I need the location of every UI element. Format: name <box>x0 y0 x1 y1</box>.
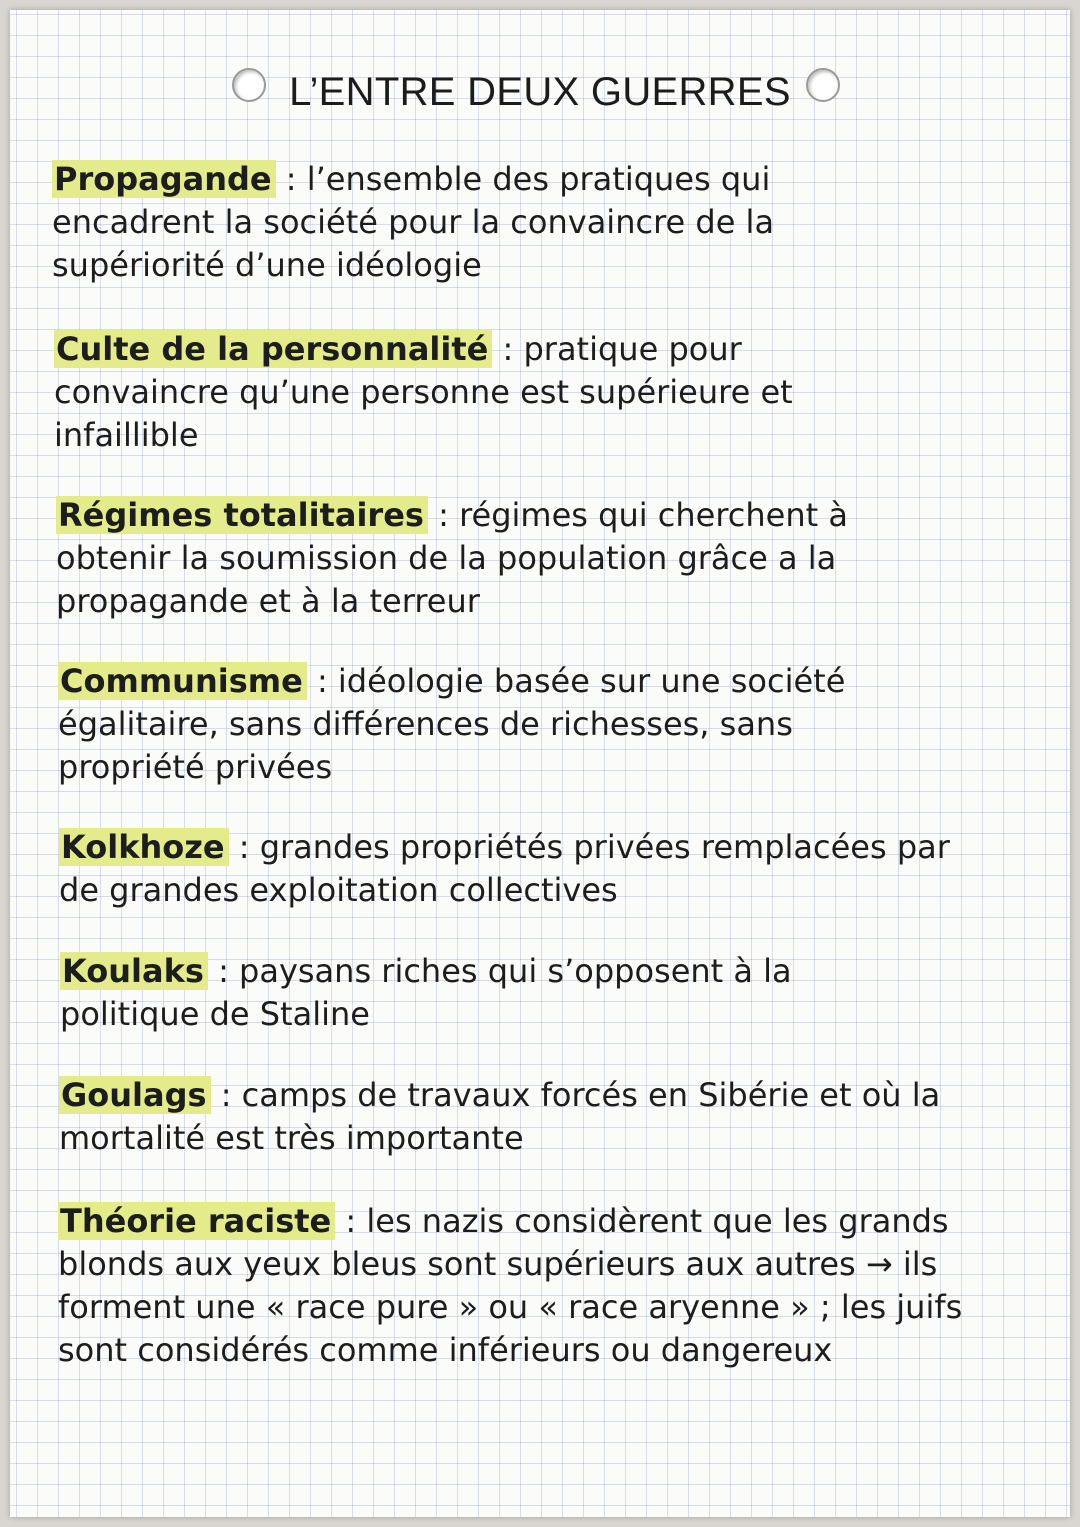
definition-kolkhoze: Kolkhoze : grandes propriétés privées remplacées par de grandes exploitation collectives <box>59 828 950 909</box>
definition-goulags: Goulags : camps de travaux forcés en Sibérie et où la mortalité est très importante <box>59 1076 941 1157</box>
term-culte-personnalite: Culte de la personnalité <box>54 330 492 368</box>
definition-text-culte-personnalite: pratique pour convaincre qu’une personne est supérieure et infaillible <box>54 330 793 454</box>
definition-text-communisme: idéologie basée sur une société égalitaire, sans différences de richesses, sans propriété privées <box>58 662 846 786</box>
term-koulaks: Koulaks <box>60 952 208 990</box>
term-propagande: Propagande <box>52 160 276 198</box>
definition-koulaks: Koulaks : paysans riches qui s’opposent à la politique de Staline <box>60 952 792 1033</box>
term-kolkhoze: Kolkhoze <box>59 828 229 866</box>
term-regimes-totalitaires: Régimes totalitaires <box>56 496 428 534</box>
definition-text-regimes-totalitaires: régimes qui cherchent à obtenir la soumission de la population grâce a la propagande et à la terreur <box>56 496 848 620</box>
term-theorie-raciste: Théorie raciste <box>58 1202 335 1240</box>
definition-text-theorie-raciste: les nazis considèrent que les grands blonds aux yeux bleus sont supérieurs aux autres → ils forment une « race pure » ou « race aryenne » ; les juifs sont considérés comme inférieurs ou dangereux <box>58 1202 963 1369</box>
definition-theorie-raciste: Théorie raciste : les nazis considèrent que les grands blonds aux yeux bleus sont supérieurs aux autres → ils forment une « race pure » ou « race aryenne » ; les juifs sont considérés comme inférieurs ou dangereux <box>58 1202 963 1369</box>
definition-communisme: Communisme : idéologie basée sur une société égalitaire, sans différences de richesses, sans propriété privées <box>58 662 846 786</box>
definition-text-koulaks: paysans riches qui s’opposent à la politique de Staline <box>60 952 792 1033</box>
term-communisme: Communisme <box>58 662 307 700</box>
definition-text-goulags: camps de travaux forcés en Sibérie et où la mortalité est très importante <box>59 1076 941 1157</box>
definition-regimes-totalitaires: Régimes totalitaires : régimes qui cherchent à obtenir la soumission de la population grâce a la propagande et à la terreur <box>56 496 848 620</box>
definition-text-kolkhoze: grandes propriétés privées remplacées par de grandes exploitation collectives <box>59 828 950 909</box>
definition-text-propagande: l’ensemble des pratiques qui encadrent la société pour la convaincre de la supériorité d’une idéologie <box>52 160 775 284</box>
notebook-page <box>10 10 1070 1517</box>
definition-propagande: Propagande : l’ensemble des pratiques qui encadrent la société pour la convaincre de la supériorité d’une idéologie <box>52 160 775 284</box>
page-title: L’ENTRE DEUX GUERRES <box>289 70 791 114</box>
term-goulags: Goulags <box>59 1076 211 1114</box>
definition-culte-personnalite: Culte de la personnalité : pratique pour convaincre qu’une personne est supérieure et infaillible <box>54 330 793 454</box>
